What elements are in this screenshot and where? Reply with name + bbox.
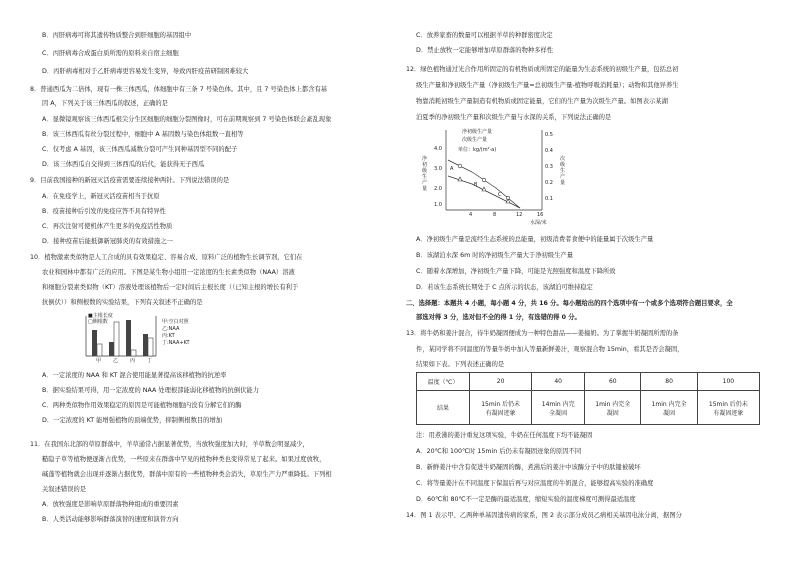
table-temp: 40	[532, 373, 585, 391]
section-2-heading: 二、选择题：本题共 4 小题，每小题 4 分，共 16 分。每小题给出的四个选项中有一个或多个选项符合题目要求，全	[406, 300, 733, 307]
q7-option-b: B．丙肝病毒可将其遗传物质整合到肝细胞的基因组中	[42, 32, 192, 39]
q12-ytick-left: 4.0	[434, 146, 442, 152]
q12-ytick-right: 0.4	[545, 148, 553, 154]
q12-point-c: C	[498, 192, 502, 198]
left-column	[0, 0, 380, 561]
q10-group-legend-3: 丙:KT	[162, 333, 175, 339]
q13-stem-1: 13．将牛奶和姜汁混合，待牛奶凝固便成为一种特色甜品——姜撞奶。为了掌握牛奶凝固所需的条	[406, 330, 679, 337]
q10-legend-lateral: □侧根数	[88, 319, 108, 325]
q12-xlabel: 水深/米	[530, 220, 547, 226]
q9-stem: 9．目前我国接种的新冠灭活疫苗需要连续接种两针。下列说法错误的是	[30, 177, 230, 184]
right-column	[400, 0, 780, 561]
q13-option-c: C．将等量姜汁在不同温度下保温后再与对应温度的牛奶混合，能够提高实验的准确度	[416, 480, 654, 487]
q10-legend-main: ■主根长度	[88, 313, 113, 319]
q10-cat-4: 丁	[147, 358, 153, 364]
q11-option-a: A．放牧强度是影响草原群落物种组成的重要因素	[42, 501, 179, 508]
cell-line: 1min 内完全	[651, 400, 687, 408]
q10-bar-main-4	[143, 334, 148, 356]
q10-bar-main-1	[92, 330, 97, 356]
q11-stem-3: 碱蓬等植物就会出现并逐渐占据优势，群落中原有的一些植物种类会消失，草原生产力严重降低。下列相	[42, 471, 332, 478]
q13-table	[416, 372, 760, 425]
q12-point-a: A	[450, 166, 454, 172]
q12-ytick-left: 1.0	[434, 202, 442, 208]
table-result-row	[417, 391, 760, 425]
table-cell	[470, 391, 532, 425]
q12-legend-npp: 净初级生产量	[462, 129, 493, 135]
q7-option-c: C．丙肝病毒合成蛋白质所需的原料来自宿主细胞	[42, 50, 179, 57]
q8-option-d: D．该三体西瓜自交得到三体西瓜的后代，能获得无子西瓜	[42, 161, 205, 168]
q12-ytick-left: 2.0	[434, 186, 442, 192]
table-temp: 100	[697, 373, 759, 391]
cell-line: 有凝固迹象	[713, 409, 744, 417]
q12-xtick: 8	[493, 212, 497, 218]
q11-stem-1: 11．在我国东北部的草原群落中，羊草通常占据显著优势，当放牧强度加大时，羊草数会明显减少，	[30, 441, 309, 448]
q10-bar-lateral-1	[97, 344, 102, 356]
section-2-heading-2: 部选对得 3 分，选对但不全的得 1 分，有选错的得 0 分。	[416, 314, 581, 321]
q12-legend-sp: 次级生产量	[462, 137, 488, 143]
table-cell	[585, 391, 641, 425]
q9-option-c: C．再次注射可使机体产生更多的免疫活性物质	[42, 223, 173, 230]
q11-stem-4: 关叙述错误的是	[42, 486, 87, 493]
table-temp: 60	[585, 373, 641, 391]
q8-option-c: C．仅考虑 A 基因，该三体西瓜减数分裂可产生同种基因型不同的配子	[42, 146, 238, 153]
q13-note: 注：用煮沸的姜汁重复这项实验，牛奶在任何温度下均不能凝固	[416, 432, 593, 439]
q12-ytick-right: 0.5	[545, 132, 553, 138]
q12-stem-3: 物靠消耗初级生产量制造有机物质或固定能量，它们的生产量为次级生产量。如图表示某湖	[416, 98, 668, 105]
q10-cat-3: 丙	[130, 358, 136, 364]
table-temp: 20	[470, 373, 532, 391]
q8-option-b: B．该三体西瓜有丝分裂过程中，细胞中 A 基因数与染色体组数一直相等	[42, 131, 244, 138]
table-cell	[641, 391, 697, 425]
q10-group-legend-4: 丁:NAA+KT	[162, 340, 190, 346]
q12-point-b: B	[474, 182, 478, 188]
q12-ylabel-left: 净初级生产量	[422, 156, 428, 192]
q12-option-d: D．若该生态系统长期处于 C 点所示的状态，该湖泊可维持稳定	[416, 284, 593, 291]
q14-stem: 14．图 1 表示甲、乙两种单基因遗传病的家系，图 2 表示部分成员乙病相关基因电泳分离，据图分	[406, 512, 682, 519]
q13-option-a: A．20℃和 100℃时 15min 后仍未有凝固迹象的原因不同	[416, 448, 582, 455]
q12-option-c: C．随着水深增加，净初级生产量下降，可能是光照强度和温度下降所致	[416, 268, 616, 275]
q11-option-c: C．放养家畜的数量可以根据羊草的种群密度决定	[416, 32, 553, 39]
q10-bar-main-3	[126, 320, 131, 356]
table-cell	[532, 391, 585, 425]
q11-option-b: B．人类活动能够影响群落演替的速度和演替方向	[42, 516, 179, 523]
cell-line: 15min 后仍未	[481, 400, 521, 408]
q10-bar-lateral-4	[148, 338, 153, 356]
q12-npp-point	[482, 178, 486, 182]
q12-ytick-right: 0.3	[545, 164, 553, 170]
table-header-label: 温度（℃）	[417, 373, 470, 391]
q10-bar-lateral-3	[131, 350, 136, 356]
cell-line: 有凝固迹象	[485, 409, 516, 417]
q12-xtick: 4	[469, 212, 473, 218]
q10-bar-lateral-2	[114, 322, 119, 356]
q10-chart	[52, 312, 212, 364]
table-cell	[697, 391, 759, 425]
q10-group-legend-1: 甲:空白对照	[162, 319, 189, 325]
table-header-row	[417, 373, 760, 391]
q10-option-c: C．两种类似物作用效果稳定的原因是可能植物细胞内没有分解它们的酶	[42, 402, 242, 409]
q12-stem-2: 级生产量和净初级生产量（净初级生产量=总初级生产量-植物呼吸消耗量）；动物和其他异养生	[416, 82, 679, 89]
q9-option-a: A．在免疫学上，新冠灭活疫苗相当于抗原	[42, 193, 160, 200]
q13-stem-3: 结果如下表。下列表述正确的是	[416, 361, 505, 368]
table-temp: 80	[641, 373, 697, 391]
q12-unit-label: 单位：kg/(m²·a)	[458, 147, 497, 153]
q10-option-b: B．据实验结果可得，用一定浓度的 NAA 处理根部能弱化移植物的抗倒伏能力	[42, 387, 260, 394]
q12-option-b: B．该湖泊水深 6m 时的净初级生产量大于净初级生产量	[416, 252, 573, 259]
q7-option-d: D．丙肝病毒相对于乙肝病毒更容易发生变异，导致丙肝疫苗研制困难较大	[42, 68, 249, 75]
q10-option-d: D．一定浓度的 KT 能增强植物的顶端优势，抑制侧根数目的增加	[42, 417, 223, 424]
q8-stem-1: 8．普通西瓜为二倍体，现有一株三体西瓜，体细胞中有三条 7 号染色体。其中，且 7 号染色体上都含有基	[30, 86, 328, 93]
q10-stem-1: 10．植物激素类似物是人工合成的具有效果稳定、容易合成、原料广泛的植物生长调节剂，它们在	[30, 254, 303, 261]
table-row-label: 结果	[417, 391, 470, 425]
q9-option-d: D．接种疫苗后能抵御新冠肺炎的有效措施之一	[42, 238, 173, 245]
q11-option-d: D．禁止放牧一定能够增加草原群落的物种多样性	[416, 47, 554, 54]
q12-ytick-left: 3.0	[434, 166, 442, 172]
q13-option-d: D．60℃和 80℃不一定是酶的最适温度，缩短实验的温度梯度可测得最适温度	[416, 496, 636, 503]
q12-ylabel-right: 次级生产量	[560, 156, 566, 186]
q12-ytick-right: 0.2	[545, 180, 553, 186]
cell-line: 凝固	[606, 409, 619, 417]
q12-stem-4: 泊夏季的净初级生产量和次级生产量与水深的关系，下列说法正确的是	[416, 114, 612, 121]
cell-line: 14min 内完	[541, 400, 575, 408]
cell-line: 15min 后仍未	[708, 400, 748, 408]
cell-line: 全凝固	[549, 409, 568, 417]
cell-line: 1min 内完全	[595, 400, 631, 408]
q12-ytick-right: 0.1	[545, 196, 553, 202]
q12-xtick: 16	[537, 212, 544, 218]
q9-option-b: B．疫苗接种后引发的免疫应答不具有特异性	[42, 208, 166, 215]
q10-cat-2: 乙	[113, 358, 119, 364]
q8-option-a: A．显微镜观察该三体西瓜根尖分生区细胞的细胞分裂图像时，可在前期观察到 7 号染色体联会紊乱现象	[42, 116, 332, 123]
cell-line: 凝固	[663, 409, 676, 417]
q10-cat-1: 甲	[96, 358, 102, 364]
q12-chart	[422, 126, 572, 226]
q10-stem-3: 和细胞分裂素类似物（KT）溶液处理该植物后一定时间后主根长度（（已知主根的增长有利于	[42, 284, 299, 291]
q12-npp-point	[458, 164, 462, 168]
q12-sp-point	[458, 177, 462, 181]
q10-bar-main-2	[109, 342, 114, 356]
q10-stem-4: 抗倒伏））和侧根数的实验结果，下列有关叙述不正确的是	[42, 299, 203, 306]
q10-option-a: A．一定浓度的 NAA 和 KT 混合使用能显著提高该移植物的抗逆率	[42, 372, 227, 379]
q10-stem-2: 农业和园林中都有广泛的应用。下图是某生物小组用一定浓度的生长素类似物（NAA）溶液	[42, 269, 295, 276]
q10-group-legend-2: 乙:NAA	[162, 326, 180, 332]
q8-stem-2: 因 A，下列关于该三体西瓜的叙述，正确的是	[42, 100, 168, 107]
q12-chart-svg	[422, 126, 572, 226]
q12-option-a: A．净初级生产量是流经生态系统的总能量，初级消费者食便中的能量属于次级生产量	[416, 236, 654, 243]
q12-stem-1: 12．绿色植物通过光合作用所固定的有机物质或所固定的能量为生态系统的初级生产量，包括总初	[406, 66, 679, 73]
q13-option-b: B．新鲜姜汁中含有促进牛奶凝固的酶，煮沸后的姜汁中该酶分子中的肽键被破坏	[416, 464, 641, 471]
q11-stem-2: 糙隐子草等植物便逐渐占优势，一些原来在群落中罕见的植物种类也变得常见了起来。如果过度放牧，	[42, 456, 326, 463]
q12-xtick: 12	[516, 212, 523, 218]
q13-stem-2: 件，某同学将不同温度的等量牛奶中加入等量新鲜姜汁，观察混合物 15min，看其是否会凝固，	[416, 346, 684, 353]
